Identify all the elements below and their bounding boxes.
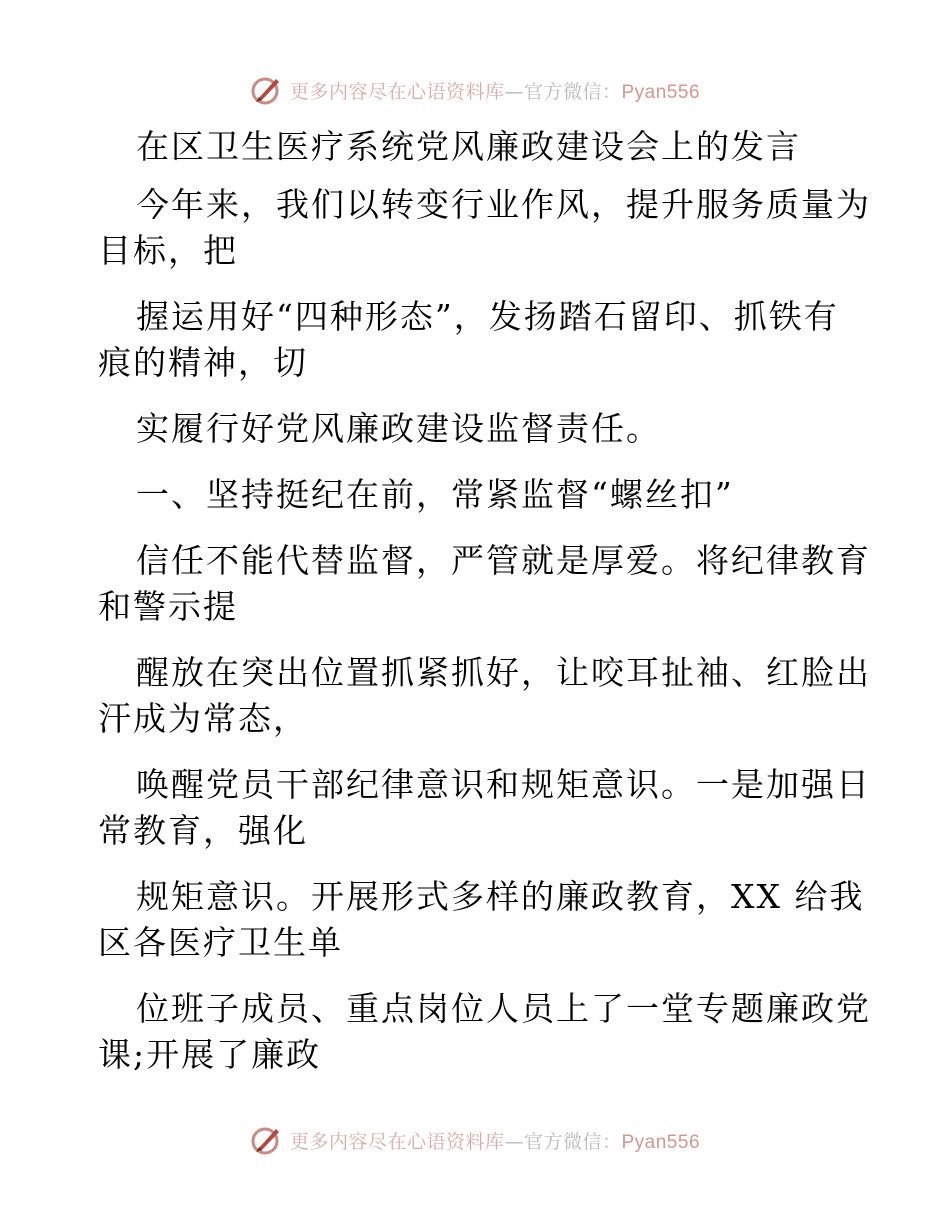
watermark-wechat-label: 官方微信： — [523, 1130, 622, 1153]
watermark-dash: — — [504, 80, 524, 103]
paragraph-line: 握运用好“四种形态”，发扬踏石留印、抓铁有 — [136, 297, 839, 336]
section-heading: 一、坚持挺纪在前，常紧监督“螺丝扣” — [136, 475, 734, 514]
paragraph-line: 今年来，我们以转变行业作风，提升服务质量为 — [136, 185, 871, 224]
paragraph-line: 唤醒党员干部纪律意识和规矩意识。一是加强日 — [136, 765, 871, 804]
paragraph-line: 痕的精神，切 — [98, 343, 308, 382]
watermark-text — [290, 77, 700, 104]
paragraph-line: 位班子成员、重点岗位人员上了一堂专题廉政党 — [136, 989, 871, 1028]
paragraph-line: 常教育，强化 — [98, 811, 308, 850]
quill-logo-icon — [250, 1123, 284, 1157]
watermark-wechat-label: 官方微信： — [523, 80, 622, 103]
quill-logo-icon — [250, 73, 284, 107]
paragraph-line: 汗成为常态， — [98, 699, 308, 738]
watermark-site-text: 更多内容尽在心语资料库 — [289, 1130, 505, 1153]
watermark-text — [290, 1127, 700, 1154]
paragraph-line: 课;开展了廉政 — [98, 1035, 322, 1074]
paragraph-line: 信任不能代替监督，严管就是厚爱。将纪律教育 — [136, 541, 871, 580]
watermark-dash: — — [504, 1130, 524, 1153]
paragraph-line: 规矩意识。开展形式多样的廉政教育，XX 给我 — [136, 877, 865, 916]
document-body — [98, 123, 871, 1077]
paragraph-line: 目标，把 — [98, 231, 238, 270]
watermark-wechat-id: Pyan556 — [621, 81, 701, 103]
paragraph-line: 醒放在突出位置抓紧抓好，让咬耳扯袖、红脸出 — [136, 653, 871, 692]
watermark-wechat-id: Pyan556 — [621, 1131, 701, 1153]
document-title: 在区卫生医疗系统党风廉政建设会上的发言 — [136, 127, 801, 166]
paragraph-line: 和警示提 — [98, 587, 238, 626]
paragraph-line: 区各医疗卫生单 — [98, 923, 343, 962]
header-watermark — [0, 70, 950, 110]
footer-watermark — [0, 1120, 950, 1160]
paragraph-line: 实履行好党风廉政建设监督责任。 — [136, 409, 661, 448]
watermark-site-text: 更多内容尽在心语资料库 — [289, 80, 505, 103]
